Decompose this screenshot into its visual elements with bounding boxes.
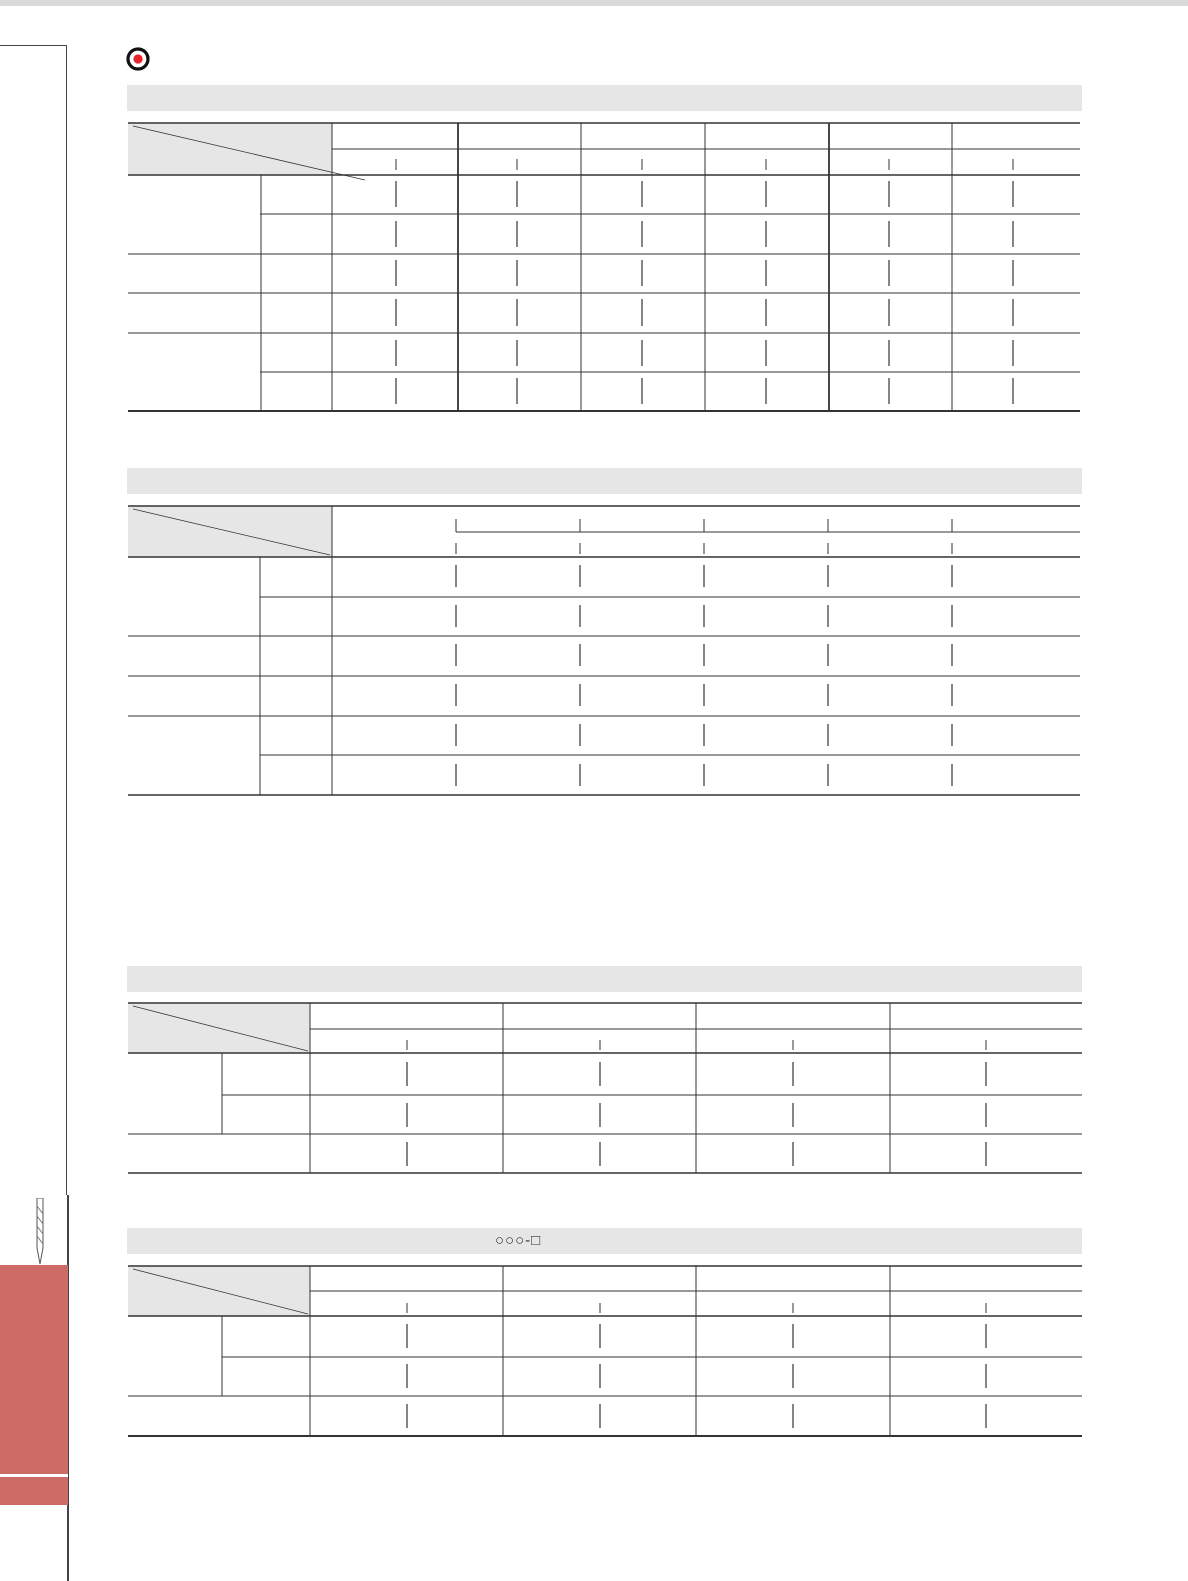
section-4-title: ○○○-□ [495,1232,542,1249]
